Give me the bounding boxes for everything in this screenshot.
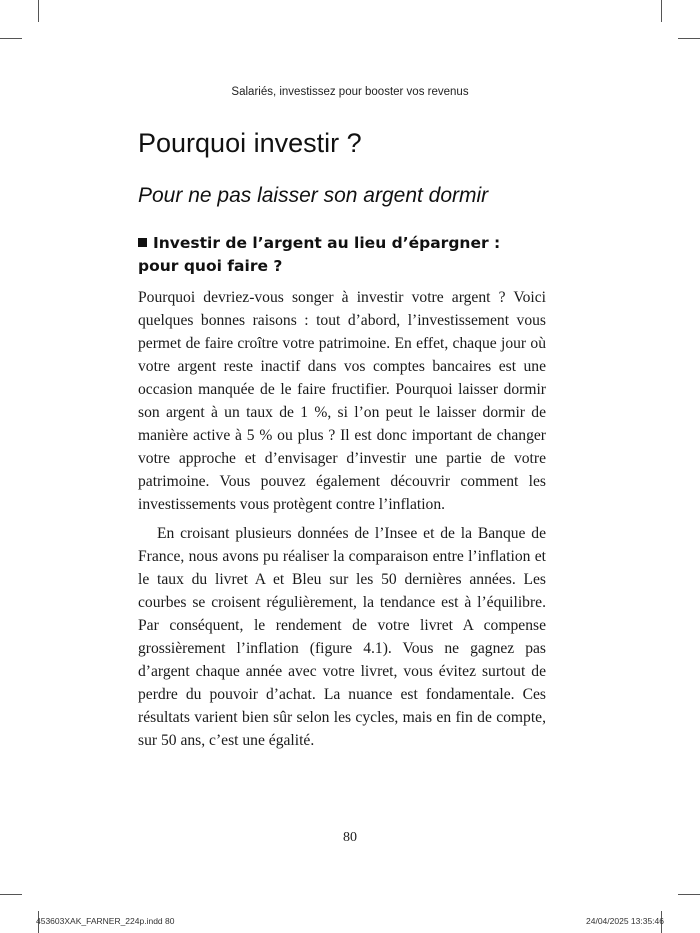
crop-mark-left-bottom: [0, 894, 22, 895]
slug-timestamp: 24/04/2025 13:35:46: [586, 916, 664, 926]
square-bullet-icon: [138, 238, 147, 247]
subsection-title: [138, 232, 538, 278]
paragraph-1: Pourquoi devriez-vous songer à investir votre argent ? Voici quelques bonnes raisons : tout d’abord, l’investissement vous permet de faire croître votre patrimoine. En effet, chaque jour où votre argent reste inactif dans vos comptes bancaires est une occasion manquée de le faire fructifier. Pourquoi laisser dormir son argent à un taux de 1 %, si l’on peut le laisser dormir de manière active à 5 % ou plus ? Il est donc important de changer votre approche et d’envisager d’investir une partie de votre patrimoine. Vous pouvez également découvrir comment les investissements vous protègent contre l’inflation.: [138, 289, 546, 513]
running-head: Salariés, investissez pour booster vos revenus: [231, 86, 469, 98]
crop-mark-left-top: [0, 38, 22, 39]
slug-file-info: 453603XAK_FARNER_224p.indd 80: [36, 916, 175, 926]
paragraph-2: En croisant plusieurs données de l’Insee et de la Banque de France, nous avons pu réaliser la comparaison entre l’inflation et le taux du livret A et Bleu sur les 50 dernières années. Les courbes se croisent régulièrement, la tendance est à l’équilibre. Par conséquent, le rendement de votre livret A compense grossièrement l’inflation (figure 4.1). Vous ne gagnez pas d’argent chaque année avec votre livret, vous évitez surtout de perdre du pouvoir d’achat. La nuance est fondamentale. Ces résultats varient bien sûr selon les cycles, mais en fin de compte, sur 50 ans, c’est une égalité.: [138, 525, 546, 749]
crop-mark-top-right: [661, 0, 662, 22]
page-number: 80: [343, 830, 357, 845]
body-text: [138, 286, 546, 752]
chapter-title: Pourquoi investir ?: [138, 128, 362, 158]
crop-mark-right-bottom: [678, 894, 700, 895]
crop-mark-right-top: [678, 38, 700, 39]
section-title: Pour ne pas laisser son argent dormir: [138, 184, 489, 207]
subsection-title-line-1: Investir de l’argent au lieu d’épargner :: [153, 234, 501, 252]
subsection-title-line-2: pour quoi faire ?: [138, 257, 283, 275]
crop-mark-top-left: [38, 0, 39, 22]
